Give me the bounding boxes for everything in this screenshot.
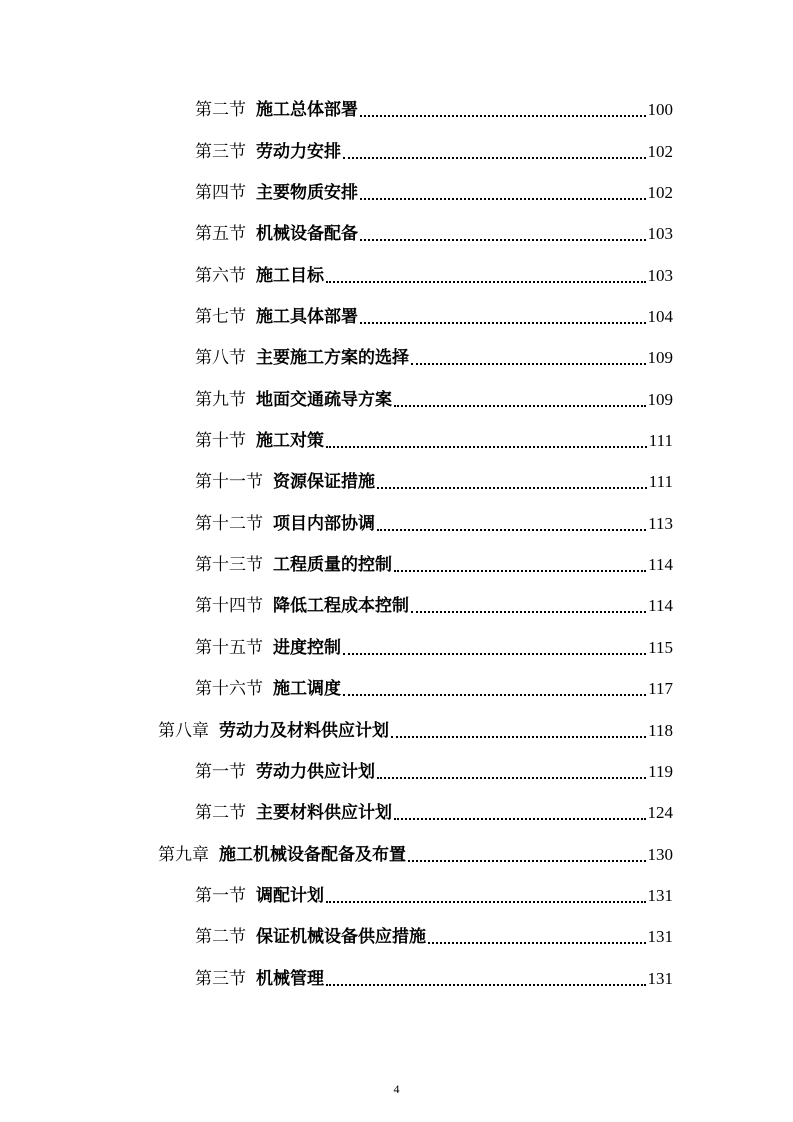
toc-entry[interactable] [195,468,673,496]
toc-entry-page: 111 [648,472,673,491]
toc-entry-title: 主要物质安排 [256,183,358,203]
toc-entry-title: 主要材料供应计划 [256,803,392,823]
dot-leader [326,280,646,283]
toc-entry-title: 项目内部协调 [273,514,375,534]
dot-leader [326,445,647,448]
toc-entry-number: 第十四节 [195,596,263,616]
dot-leader [411,362,646,365]
dot-leader [343,693,646,696]
toc-entry-number: 第十二节 [195,514,263,534]
toc-entry-page: 104 [647,307,673,326]
toc-entry-page: 111 [648,431,673,450]
dot-leader [411,610,646,613]
toc-entry-page: 119 [648,762,673,781]
toc-entry-page: 115 [648,638,673,657]
dot-leader [360,238,646,241]
toc-entry-page: 103 [647,224,673,243]
toc-entry[interactable] [195,138,673,166]
toc-entry-title: 调配计划 [256,886,324,906]
toc-entry-page: 124 [647,803,673,822]
toc-entry-title: 机械设备配备 [256,224,358,244]
dot-leader [343,156,646,159]
toc-entry-number: 第一节 [195,886,246,906]
toc-entry-title: 施工调度 [273,679,341,699]
toc-entry-number: 第二节 [195,803,246,823]
toc-entry-title: 劳动力安排 [256,142,341,162]
toc-entry-number: 第十五节 [195,638,263,658]
toc-entry[interactable] [195,96,673,124]
toc-entry-title: 施工对策 [256,431,324,451]
toc-entry[interactable] [195,882,673,910]
toc-entry-title: 资源保证措施 [273,472,375,492]
dot-leader [394,404,646,407]
toc-entry[interactable] [195,386,673,414]
toc-entry-page: 102 [647,183,673,202]
toc-entry-title: 降低工程成本控制 [273,596,409,616]
dot-leader [428,941,646,944]
toc-entry-page: 109 [647,348,673,367]
toc-entry[interactable] [195,344,673,372]
dot-leader [391,735,646,738]
toc-entry-page: 114 [648,555,673,574]
toc-chapter-entry[interactable] [158,841,673,869]
toc-entry-title: 施工具体部署 [256,307,358,327]
toc-entry-title: 施工总体部署 [256,100,358,120]
toc-entry-title: 主要施工方案的选择 [256,348,409,368]
toc-entry[interactable] [195,758,673,786]
toc-chapter-entry[interactable] [158,717,673,745]
toc-entry-page: 100 [647,100,673,119]
toc-entry[interactable] [195,799,673,827]
toc-entry[interactable] [195,634,673,662]
toc-entry-number: 第八节 [195,348,246,368]
toc-entry[interactable] [195,551,673,579]
toc-entry[interactable] [195,303,673,331]
toc-entry-page: 117 [648,679,673,698]
toc-entry-title: 施工目标 [256,266,324,286]
toc-entry-page: 114 [648,596,673,615]
toc-entry-page: 113 [648,514,673,533]
toc-entry-page: 130 [647,845,673,864]
toc-entry-title: 机械管理 [256,969,324,989]
dot-leader [394,817,646,820]
toc-entry-number: 第四节 [195,183,246,203]
toc-entry-number: 第九节 [195,390,246,410]
dot-leader [343,652,646,655]
toc-entry-page: 131 [647,886,673,905]
toc-entry[interactable] [195,220,673,248]
toc-entry[interactable] [195,592,673,620]
dot-leader [360,114,646,117]
dot-leader [377,776,646,779]
toc-entry-title: 地面交通疏导方案 [256,390,392,410]
toc-entry-number: 第七节 [195,307,246,327]
toc-entry-number: 第二节 [195,927,246,947]
dot-leader [326,900,646,903]
toc-entry-number: 第九章 [158,845,209,865]
toc-entry[interactable] [195,965,673,993]
toc-entry[interactable] [195,427,673,455]
toc-entry-number: 第十六节 [195,679,263,699]
dot-leader [377,528,646,531]
dot-leader [394,569,646,572]
toc-entry-number: 第八章 [158,721,209,741]
toc-entry-title: 进度控制 [273,638,341,658]
toc-entry-page: 131 [647,927,673,946]
toc-entry-number: 第十节 [195,431,246,451]
toc-entry-number: 第二节 [195,100,246,120]
toc-entry-title: 劳动力供应计划 [256,762,375,782]
toc-entry[interactable] [195,510,673,538]
toc-entry[interactable] [195,923,673,951]
toc-entry-number: 第五节 [195,224,246,244]
dot-leader [360,197,646,200]
toc-entry[interactable] [195,179,673,207]
toc-entry[interactable] [195,262,673,290]
toc-entry-number: 第十一节 [195,472,263,492]
toc-entry-title: 保证机械设备供应措施 [256,927,426,947]
dot-leader [377,486,647,489]
dot-leader [326,983,646,986]
page-number: 4 [393,1082,400,1096]
toc-entry-page: 109 [647,390,673,409]
toc-entry-page: 103 [647,266,673,285]
toc-entry-number: 第十三节 [195,555,263,575]
toc-entry-title: 施工机械设备配备及布置 [219,845,406,865]
dot-leader [360,321,646,324]
toc-entry-number: 第三节 [195,969,246,989]
toc-entry-number: 第三节 [195,142,246,162]
toc-entry-title: 工程质量的控制 [273,555,392,575]
toc-entry-number: 第六节 [195,266,246,286]
toc-entry-page: 131 [647,969,673,988]
toc-entry-number: 第一节 [195,762,246,782]
toc-entry-title: 劳动力及材料供应计划 [219,721,389,741]
toc-entry[interactable] [195,675,673,703]
toc-entry-page: 118 [648,721,673,740]
toc-entry-page: 102 [647,142,673,161]
dot-leader [408,859,646,862]
